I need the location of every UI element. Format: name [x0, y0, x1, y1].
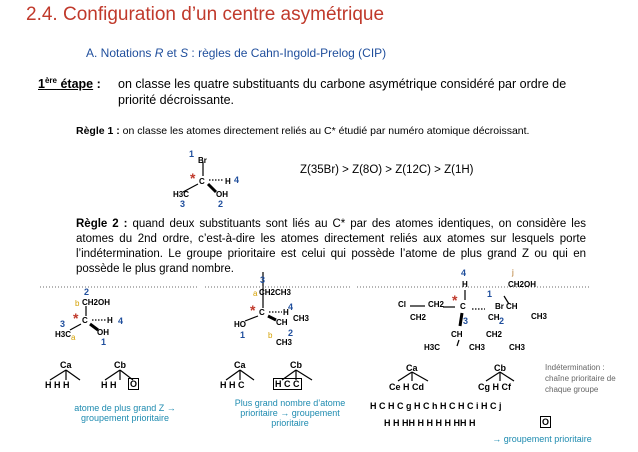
mol4-c: C	[460, 302, 466, 311]
subtitle-r: R	[154, 46, 164, 60]
tree3-cb: Cb	[494, 363, 506, 373]
mol2-b: b	[75, 299, 80, 308]
mol2-h3c: H3C	[55, 330, 72, 339]
tree1-cb: Cb	[114, 360, 126, 370]
mol1-num4: 4	[234, 175, 240, 185]
note-count: Plus grand nombre d’atome prioritaire → groupement prioritaire	[234, 398, 346, 428]
mol4-num4: 4	[461, 268, 467, 278]
tree1-row-a: H H H	[45, 380, 70, 390]
z-order: Z(35Br) > Z(8O) > Z(12C) > Z(1H)	[300, 164, 474, 176]
mol4-h3c: H3C	[424, 343, 441, 352]
mol4-ch2-left: CH2	[410, 313, 427, 322]
mol3-ho: HO	[234, 320, 246, 329]
tree3-o: O	[542, 417, 550, 427]
mol3-star: *	[250, 302, 256, 318]
rule2-text: quand deux substituants sont liés au C* par des atomes identiques, on considère les atomes du 2nd ordre, c’est-à-dire les atomes directement reliés aux atomes sur lesquels porte l’indétermination. Le groupe prioritaire est celui qui possède l’atome de plus grand Z ou qui en possède le plus grand nombre.	[76, 218, 586, 275]
subtitle-s: S	[180, 46, 189, 60]
mol4-ch3-far: CH3	[509, 343, 526, 352]
mol4-ch-mid: CH	[488, 313, 500, 322]
mol2-oh: OH	[97, 328, 109, 337]
tree3-row2: H C H C g H C h H C H C i H C j	[370, 401, 502, 411]
mol2-h: H	[107, 316, 113, 325]
subtitle-suffix: : règles de Cahn-Ingold-Prelog (CIP)	[188, 46, 387, 60]
mol2-a: a	[71, 333, 76, 342]
rule1-text: on classe les atomes directement reliés au C* étudié par numéro atomique décroissant.	[119, 125, 530, 137]
mol3-b: b	[268, 331, 273, 340]
mol3-num3: 3	[260, 275, 266, 285]
mol1-br: Br	[198, 156, 207, 165]
mol1-c: C	[199, 177, 205, 186]
subtitle-prefix: A. Notations	[86, 46, 155, 60]
subtitle-mid: et	[163, 46, 181, 60]
mol1-star: *	[190, 170, 196, 186]
mol2-star: *	[73, 310, 79, 326]
mol1-num3: 3	[180, 199, 186, 209]
mol3-num4: 4	[288, 302, 294, 312]
mol4-num2: 2	[499, 316, 505, 326]
step1-text: on classe les quatre substituants du carbone asymétrique considéré par ordre de priorité décroissante.	[118, 77, 567, 107]
mol1-ch3: H3C	[173, 190, 190, 199]
step1-sup: ère	[44, 76, 57, 85]
mol3-ch3b: CH3	[276, 338, 293, 347]
mol2-num1: 1	[101, 337, 107, 347]
mol4-num1: 1	[487, 289, 493, 299]
tree2-row-a: H H C	[220, 380, 245, 390]
tree2-cb: Cb	[290, 360, 302, 370]
tree1-row-b-h: H H	[101, 380, 117, 390]
mol4-ch2-bottom: CH2	[486, 330, 503, 339]
mol3-c: C	[259, 308, 265, 317]
tree1-row-b-o: O	[130, 379, 138, 389]
mol1-num2: 2	[218, 199, 224, 209]
step1-colon: :	[93, 77, 101, 92]
mol4-ch3-bottom: CH3	[469, 343, 486, 352]
note-priority: → groupement prioritaire	[492, 434, 592, 444]
mol4-ch-bottom: CH	[451, 330, 463, 339]
tree3-ca: Ca	[406, 363, 418, 373]
mol4-j: j	[512, 268, 514, 277]
tree1-ca: Ca	[60, 360, 72, 370]
tree2-row-b: H C C	[275, 379, 300, 389]
mol3-ch: CH	[276, 318, 288, 327]
mol1-num1: 1	[189, 149, 195, 159]
mol2-c: C	[82, 316, 88, 325]
mol4-ch2oh: CH2OH	[508, 280, 537, 289]
mol4-br: Br	[495, 302, 504, 311]
mol2-ch2oh: CH2OH	[82, 298, 111, 307]
rule1-label: Règle 1 :	[76, 125, 120, 137]
note-atom-z: atome de plus grand Z → groupement prioritaire	[74, 403, 176, 423]
mol3-ch3a: CH3	[293, 314, 310, 323]
tree2-ca: Ca	[234, 360, 246, 370]
rule2-label: Règle 2 :	[76, 218, 128, 230]
mol4-star: *	[452, 292, 458, 308]
mol3-a: a	[253, 289, 258, 298]
mol4-cl: Cl	[398, 300, 406, 309]
step1-num: 1	[38, 77, 45, 92]
mol1-h: H	[225, 177, 231, 186]
mol3-num1: 1	[240, 330, 246, 340]
mol3-num2: 2	[288, 328, 294, 338]
mol3-ch2ch3: CH2CH3	[259, 288, 292, 297]
mol4-ch2-upper: CH2	[428, 300, 445, 309]
mol3-h: H	[283, 308, 289, 317]
step1-word: étape	[60, 77, 94, 92]
tree3-row3: H H HH H H H H HH H	[384, 418, 476, 428]
mol1-oh: OH	[216, 190, 228, 199]
note-indetermination: Indétermination : chaîne prioritaire de chaque groupe	[545, 363, 616, 394]
tree3-row1-a: Ce H Cd	[389, 382, 425, 392]
mol4-num3: 3	[463, 316, 469, 326]
page-title: 2.4. Configuration d’un centre asymétrique	[26, 4, 385, 25]
mol2-num2: 2	[84, 287, 90, 297]
tree3-row1-b: Cg H Cf	[478, 382, 511, 392]
mol4-ch-right: CH	[506, 302, 518, 311]
mol4-h: H	[462, 280, 468, 289]
mol4-ch3-right: CH3	[531, 312, 548, 321]
mol2-num3: 3	[60, 319, 66, 329]
mol2-num4: 4	[118, 316, 124, 326]
